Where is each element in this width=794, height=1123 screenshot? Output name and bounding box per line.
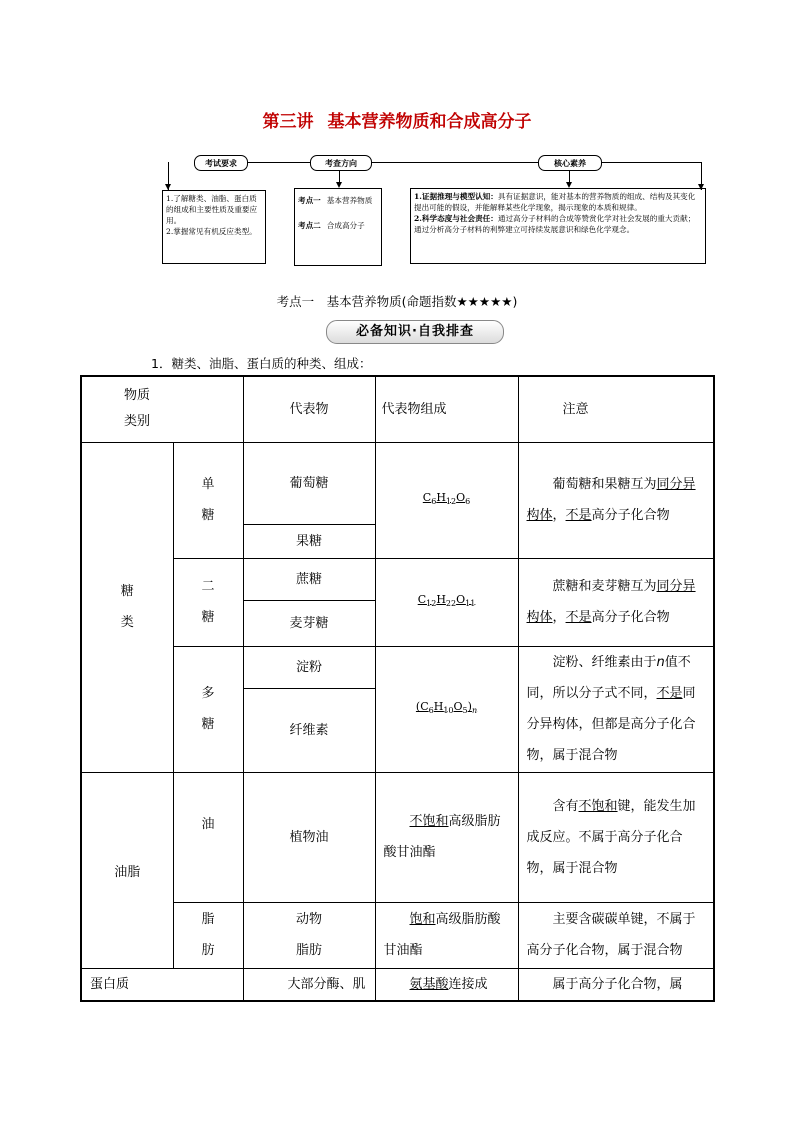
- table-row: [81, 442, 714, 524]
- label-core: 核心素养: [538, 155, 602, 171]
- header-class: 物质 类别: [81, 376, 243, 442]
- starch: 淀粉: [243, 646, 375, 688]
- note-di: 蔗糖和麦芽糖互为同分异构体，不是高分子化合物: [518, 558, 714, 646]
- table-row: [81, 376, 714, 442]
- concept-diagram: [160, 152, 710, 267]
- note-fat: 主要含碳碳单键，不属于高分子化合物，属于混合物: [518, 902, 714, 968]
- formula-di: $C_{12}H_{22}O_{11}$: [375, 558, 518, 646]
- note-oil: 含有不饱和键，能发生加成反应。不属于高分子化合物，属于混合物: [518, 772, 714, 902]
- protein-rep: 大部分酶、肌: [243, 968, 375, 1001]
- lead-text: 1．糖类、油脂、蛋白质的种类、组成：: [151, 356, 372, 371]
- header-comp: 代表物组成: [375, 376, 518, 442]
- header-rep: 代表物: [243, 376, 375, 442]
- table-row: [81, 772, 714, 902]
- requirements-box: 1.了解糖类、油脂、蛋白质的组成和主要性质及重要应用。 2.掌握常见有机反应类型。: [162, 190, 266, 264]
- table-row: [81, 968, 714, 1001]
- label-direction: 考查方向: [310, 155, 372, 171]
- di-label: 二 糖: [173, 558, 243, 646]
- core-box: 1.证据推理与模型认知：具有证据意识，能对基本的营养物质的组成、结构及其变化提出可能的假设，并能解释某些化学现象，揭示现象的本质和规律。 2.科学态度与社会责任：通过高分子材料的合成等赞赏化学对社会发展的重大贡献；通过分析高分子材料的利弊建立可持续发展意识和绿色化学观念。: [410, 188, 706, 264]
- direction-box: 考点一 基本营养物质 考点二 合成高分子: [294, 188, 382, 266]
- table-row: [81, 902, 714, 968]
- label-requirements: 考试要求: [194, 155, 248, 171]
- cellulose: 纤维素: [243, 688, 375, 772]
- vegetable-oil: 植物油: [243, 772, 375, 902]
- oil-comp: 不饱和高级脂肪酸甘油酯: [375, 772, 518, 902]
- note-mono: 葡萄糖和果糖互为同分异构体，不是高分子化合物: [518, 442, 714, 558]
- protein-label: 蛋白质: [81, 968, 243, 1001]
- section-subtitle: 考点一 基本营养物质(命题指数★★★★★): [276, 294, 518, 309]
- header-note: 注意: [518, 376, 714, 442]
- section-banner: 必备知识·自我排查: [326, 320, 504, 344]
- note-poly: 淀粉、纤维素由于n值不同，所以分子式不同，不是同分异构体，但都是高分子化合物，属于混合物: [518, 646, 714, 772]
- poly-label: 多 糖: [173, 646, 243, 772]
- oil-label: 油: [173, 772, 243, 902]
- animal-fat: 动物 脂肪: [243, 902, 375, 968]
- fructose: 果糖: [243, 524, 375, 558]
- table-row: [81, 558, 714, 600]
- glucose: 葡萄糖: [243, 442, 375, 524]
- sucrose: 蔗糖: [243, 558, 375, 600]
- fat-label: 油脂: [81, 772, 173, 968]
- note-protein: 属于高分子化合物，属: [518, 968, 714, 1001]
- fatty-label: 脂 肪: [173, 902, 243, 968]
- nutrient-table: [80, 375, 715, 1002]
- formula-mono: $C_6H_{12}O_6$: [375, 442, 518, 558]
- protein-comp: 氨基酸连接成: [375, 968, 518, 1001]
- table-row: [81, 646, 714, 688]
- formula-poly: $(C_6H_{10}O_5)_n$: [375, 646, 518, 772]
- maltose: 麦芽糖: [243, 600, 375, 646]
- fat-comp: 饱和高级脂肪酸甘油酯: [375, 902, 518, 968]
- page-title: 第三讲 基本营养物质和合成高分子: [262, 112, 532, 132]
- mono-label: 单 糖: [173, 442, 243, 558]
- sugar-label: 糖 类: [81, 442, 173, 772]
